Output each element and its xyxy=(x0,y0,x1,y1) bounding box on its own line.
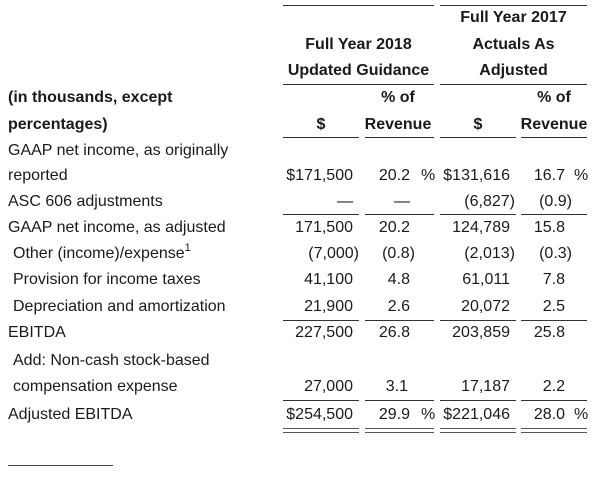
row-label: ASC 606 adjustments xyxy=(8,193,163,210)
col-rule xyxy=(440,137,516,138)
subtotal-rule xyxy=(521,214,587,215)
units-note-line1: (in thousands, except xyxy=(8,89,173,106)
g1-pct: — xyxy=(394,193,410,210)
g2-pct: 25.8 xyxy=(533,324,565,341)
g1-pct-header-line2: Revenue xyxy=(364,116,432,133)
g1-pct: 20.2 xyxy=(378,219,410,236)
g1-pct: 4.8 xyxy=(387,271,410,288)
subtotal-rule xyxy=(283,400,359,401)
group1-header-rule xyxy=(283,84,434,85)
row-label: Adjusted EBITDA xyxy=(8,406,133,423)
group2-title-line2: Actuals As xyxy=(472,36,555,53)
subtotal-rule xyxy=(521,400,587,401)
g1-pct: 3.1 xyxy=(385,378,408,395)
total-double-rule xyxy=(521,428,587,433)
g2-amount: (6,827) xyxy=(464,193,515,210)
subtotal-rule xyxy=(365,214,434,215)
g2-pct: 2.5 xyxy=(542,298,565,315)
g2-amount: 124,789 xyxy=(452,219,510,236)
g2-amount: (2,013) xyxy=(464,245,515,262)
g2-pct-sign: % xyxy=(574,167,589,184)
group2-header-rule xyxy=(440,84,587,85)
g2-pct: (0.9) xyxy=(539,193,572,210)
footnote-separator xyxy=(8,465,113,466)
col-rule xyxy=(521,137,587,138)
row-label: EBITDA xyxy=(8,324,66,341)
row-label: GAAP net income, as adjusted xyxy=(8,219,226,236)
row-label: reported xyxy=(8,167,68,184)
group1-title-line2: Updated Guidance xyxy=(287,62,430,79)
group2-top-rule xyxy=(440,5,587,6)
g1-amount: 41,100 xyxy=(304,271,353,288)
g2-amount: 61,011 xyxy=(462,271,510,288)
row-label: Add: Non-cash stock-based xyxy=(13,352,210,369)
g1-pct: 2.6 xyxy=(387,298,410,315)
group2-title-line1: Full Year 2017 xyxy=(460,9,567,26)
g1-amount: 21,900 xyxy=(304,298,353,315)
g2-pct-header-line2: Revenue xyxy=(520,116,588,133)
g2-amount: 203,859 xyxy=(452,324,510,341)
g2-pct: (0.3) xyxy=(539,245,572,262)
g1-amount: — xyxy=(337,193,353,210)
subtotal-rule xyxy=(283,320,359,321)
group1-top-rule xyxy=(283,5,434,6)
g1-amount: 27,000 xyxy=(304,378,353,395)
g2-pct-header-line1: % of xyxy=(537,89,571,106)
g2-pct: 16.7 xyxy=(533,167,565,184)
total-double-rule xyxy=(440,428,516,433)
group1-title-line1: Full Year 2018 xyxy=(305,36,412,53)
g2-pct: 28.0 xyxy=(533,406,565,423)
col-rule xyxy=(283,137,359,138)
subtotal-rule xyxy=(440,214,516,215)
total-double-rule xyxy=(365,428,434,433)
g1-amount: $171,500 xyxy=(286,167,353,184)
g1-amount: $254,500 xyxy=(286,406,353,423)
g1-pct: (0.8) xyxy=(382,245,415,262)
g1-amount: 171,500 xyxy=(295,219,353,236)
g2-amount: 17,187 xyxy=(461,378,510,395)
row-label: GAAP net income, as originally xyxy=(8,142,229,159)
row-label: compensation expense xyxy=(13,378,178,395)
row-label: Depreciation and amortization xyxy=(13,298,226,315)
subtotal-rule xyxy=(365,400,434,401)
col-rule xyxy=(365,137,434,138)
row-label: Provision for income taxes xyxy=(13,271,201,288)
g2-pct: 2.2 xyxy=(542,378,565,395)
g2-amount: $131,616 xyxy=(443,167,510,184)
total-double-rule xyxy=(283,428,359,433)
g1-pct-sign: % xyxy=(421,167,436,184)
g2-pct-sign: % xyxy=(574,406,589,423)
subtotal-rule xyxy=(440,400,516,401)
subtotal-rule xyxy=(283,214,359,215)
g1-dollar-header: $ xyxy=(316,116,326,133)
g2-pct: 7.8 xyxy=(542,271,565,288)
group2-title-line3: Adjusted xyxy=(479,62,548,79)
g1-pct: 20.2 xyxy=(378,167,410,184)
g1-pct: 29.9 xyxy=(378,406,410,423)
units-note-line2: percentages) xyxy=(8,116,108,133)
row-label xyxy=(13,244,191,264)
g2-amount: $221,046 xyxy=(443,406,510,423)
g1-amount: (7,000) xyxy=(308,245,359,262)
subtotal-rule xyxy=(521,320,587,321)
g1-pct: 26.8 xyxy=(378,324,410,341)
footnote-marker: 1 xyxy=(184,242,191,254)
subtotal-rule xyxy=(440,320,516,321)
g2-dollar-header: $ xyxy=(473,116,483,133)
g1-amount: 227,500 xyxy=(295,324,353,341)
row-label-text: Other (income)/expense xyxy=(13,245,185,262)
subtotal-rule xyxy=(365,320,434,321)
g1-pct-header-line1: % of xyxy=(381,89,415,106)
g1-pct-sign: % xyxy=(421,406,436,423)
g2-amount: 20,072 xyxy=(461,298,510,315)
g2-pct: 15.8 xyxy=(533,219,565,236)
